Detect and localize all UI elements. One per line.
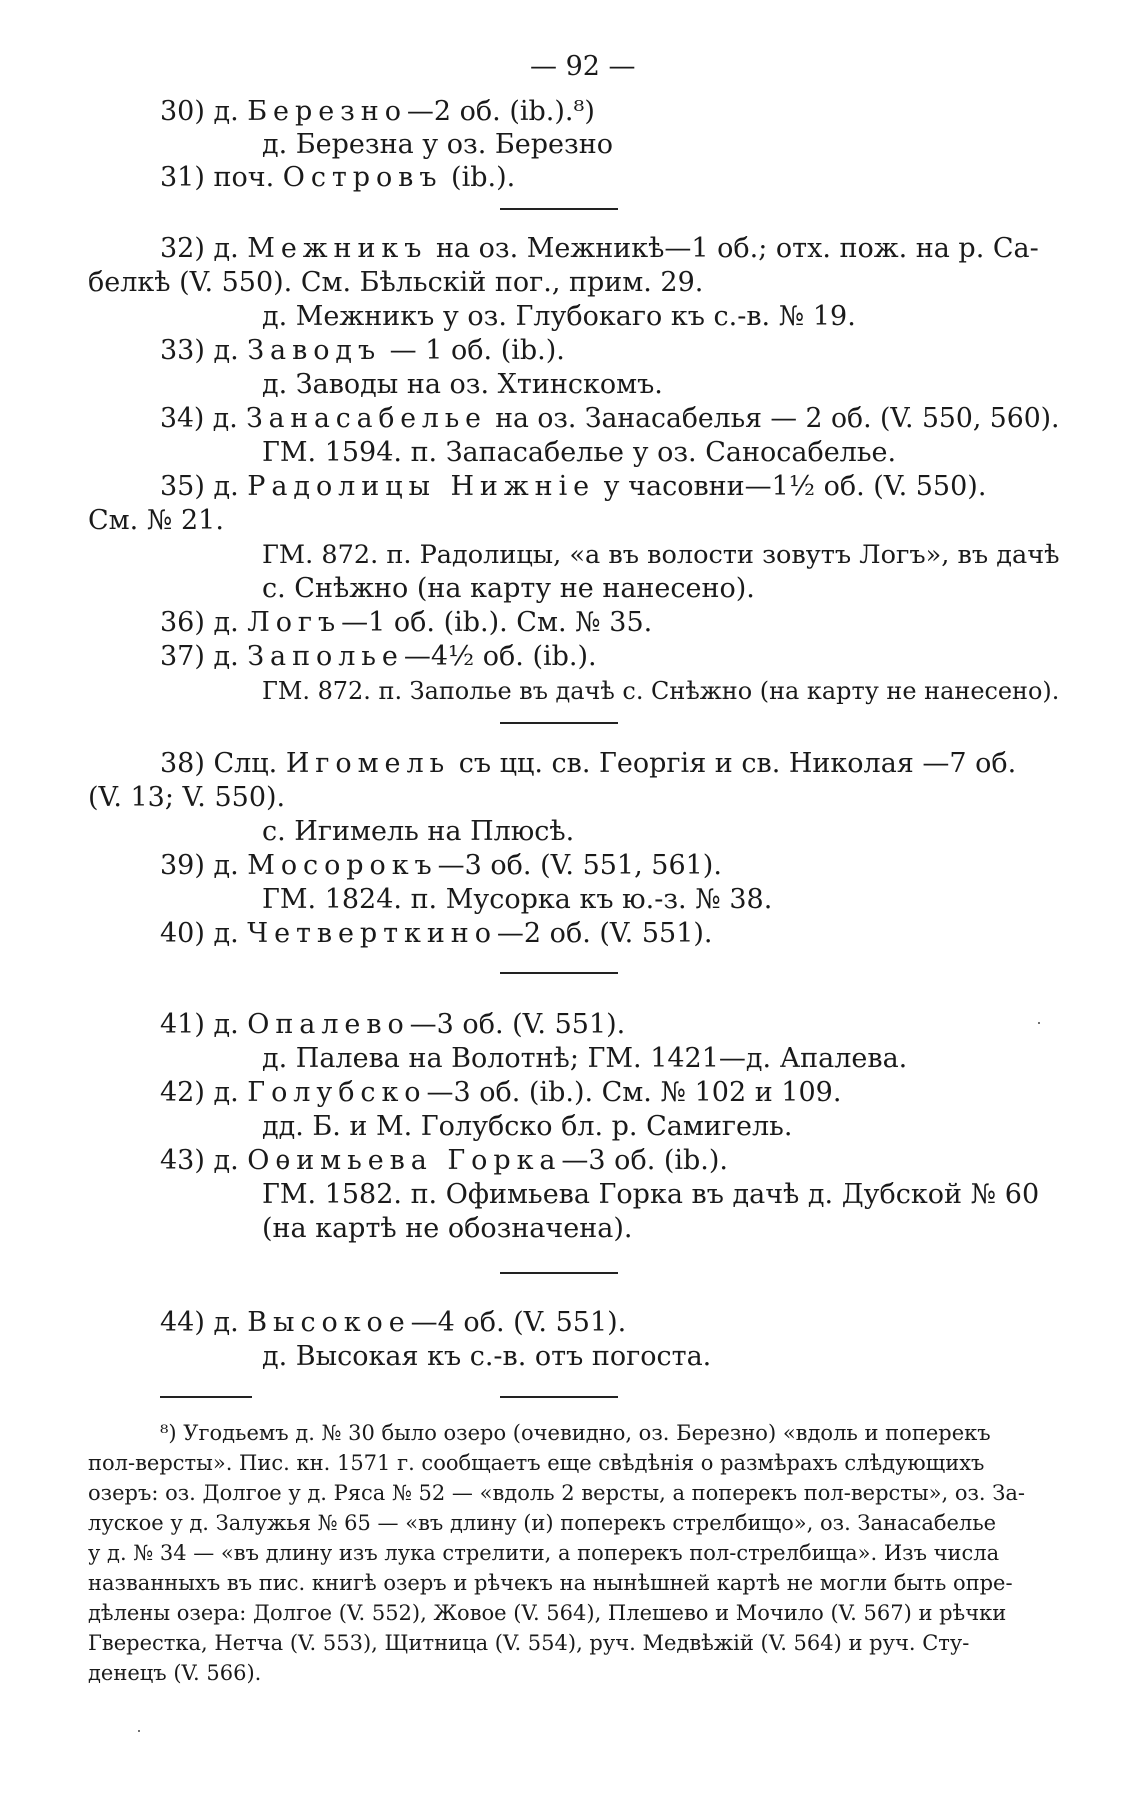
entry-35-line: 35) д. Радолицы Нижніе у часовни—1½ об. (V. 550). — [160, 471, 987, 502]
footnote-line: у д. № 34 — «въ длину изъ лука стрелити, а поперекъ пол-стрелбища». Изъ числа — [88, 1541, 1000, 1565]
entry-43-note2: (на картѣ не обозначена). — [262, 1213, 633, 1244]
section-divider — [500, 972, 618, 974]
footnote-line: Гверестка, Нетча (V. 553), Щитница (V. 554), руч. Медвѣжій (V. 564) и руч. Сту- — [88, 1631, 970, 1655]
section-divider — [500, 1272, 618, 1274]
entry-33-line: 33) д. Заводъ — 1 об. (ib.). — [160, 335, 565, 366]
entry-43-line: 43) д. Оѳимьева Горка—3 об. (ib.). — [160, 1145, 729, 1176]
page-number: — 92 — — [530, 51, 636, 82]
entry-35-cont: См. № 21. — [88, 505, 224, 536]
entry-37-line: 37) д. Заполье—4½ об. (ib.). — [160, 641, 597, 672]
footnote-line: озеръ: оз. Долгое у д. Ряса № 52 — «вдоль 2 версты, а поперекъ пол-версты», оз. За- — [88, 1481, 1025, 1505]
entry-41-line: 41) д. Опалево—3 об. (V. 551). — [160, 1009, 626, 1040]
footnote-line: пол-версты». Пис. кн. 1571 г. сообщаетъ еще свѣдѣнія о размѣрахъ слѣдующихъ — [88, 1451, 985, 1475]
entry-32-cont: белкѣ (V. 550). См. Бѣльскій пог., прим. 29. — [88, 267, 704, 298]
entry-42-line: 42) д. Голубско—3 об. (ib.). См. № 102 и 109. — [160, 1077, 842, 1108]
entry-32-note: д. Межникъ у оз. Глубокаго къ с.-в. № 19. — [262, 301, 856, 332]
entry-38-line: 38) Слц. Игомель съ цц. св. Георгія и св. Николая —7 об. — [160, 748, 1017, 779]
entry-39-line: 39) д. Мосорокъ—3 об. (V. 551, 561). — [160, 850, 722, 881]
entry-44-note: д. Высокая къ с.-в. отъ погоста. — [262, 1341, 712, 1372]
entry-31-line: 31) поч. Островъ (ib.). — [160, 162, 516, 193]
entry-44-line: 44) д. Высокое—4 об. (V. 551). — [160, 1307, 627, 1338]
entry-30-note: д. Березна у оз. Березно — [262, 129, 613, 160]
entry-36-line: 36) д. Логъ—1 об. (ib.). См. № 35. — [160, 607, 653, 638]
entry-34-note: ГМ. 1594. п. Запасабелье у оз. Саносабелье. — [262, 437, 897, 468]
footnote-line: денецъ (V. 566). — [88, 1661, 262, 1685]
print-speck — [138, 1730, 140, 1732]
entry-33-note: д. Заводы на оз. Хтинскомъ. — [262, 369, 663, 400]
entry-41-note: д. Палева на Волотнѣ; ГМ. 1421—д. Апалева. — [262, 1043, 908, 1074]
entry-38-note: с. Игимель на Плюсѣ. — [262, 816, 575, 847]
footnote-line: дѣлены озера: Долгое (V. 552), Жовое (V. 564), Плешево и Мочило (V. 567) и рѣчки — [88, 1601, 1007, 1625]
footnote-line: названныхъ въ пис. книгѣ озеръ и рѣчекъ на нынѣшней картѣ не могли быть опре- — [88, 1571, 1013, 1595]
entry-37-note: ГМ. 872. п. Заполье въ дачѣ с. Снѣжно (на карту не нанесено). — [262, 677, 1060, 705]
entry-35-note2: с. Снѣжно (на карту не нанесено). — [262, 573, 755, 604]
print-speck — [1038, 1022, 1040, 1024]
section-divider — [500, 208, 618, 210]
footnote-line: ⁸) Угодьемъ д. № 30 было озеро (очевидно, оз. Березно) «вдоль и поперекъ — [160, 1421, 991, 1445]
entry-30-line: 30) д. Березно—2 об. (ib.).⁸) — [160, 96, 595, 127]
section-divider — [500, 722, 618, 724]
entry-42-note: дд. Б. и М. Голубско бл. р. Самигель. — [262, 1111, 793, 1142]
footnote-divider-right — [500, 1396, 618, 1398]
entry-43-note: ГМ. 1582. п. Офимьева Горка въ дачѣ д. Дубской № 60 — [262, 1179, 1040, 1210]
entry-34-line: 34) д. Занасабелье на оз. Занасабелья — 2 об. (V. 550, 560). — [160, 403, 1060, 434]
footnote-divider-left — [160, 1396, 252, 1398]
entry-39-note: ГМ. 1824. п. Мусорка къ ю.-з. № 38. — [262, 884, 773, 915]
entry-40-line: 40) д. Четверткино—2 об. (V. 551). — [160, 918, 713, 949]
footnote-line: луское у д. Залужья № 65 — «въ длину (и) поперекъ стрелбищо», оз. Занасабелье — [88, 1511, 997, 1535]
entry-35-note: ГМ. 872. п. Радолицы, «а въ волости зовутъ Логъ», въ дачѣ — [262, 540, 1060, 570]
entry-38-cont: (V. 13; V. 550). — [88, 782, 286, 813]
entry-32-line: 32) д. Межникъ на оз. Межникѣ—1 об.; отх. пож. на р. Са- — [160, 233, 1039, 264]
